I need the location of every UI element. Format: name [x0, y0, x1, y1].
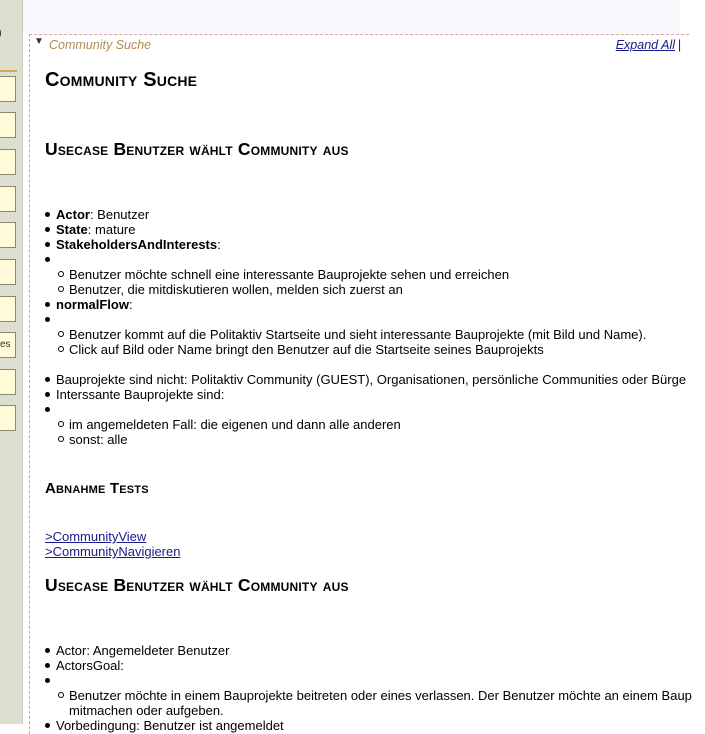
cut-off-text	[0, 27, 2, 39]
sidebar-field[interactable]	[0, 405, 16, 431]
bullet-icon	[45, 678, 50, 683]
sidebar-field[interactable]	[0, 259, 16, 285]
sidebar-field[interactable]	[0, 76, 16, 102]
panel-header	[30, 35, 681, 55]
usecase-heading: Usecase Benutzer wählt Community aus	[45, 139, 349, 159]
bullet-icon	[45, 377, 50, 382]
stakeholder-item: Benutzer, die mitdiskutieren wollen, melden sich zuerst an	[69, 282, 403, 297]
bullet-icon	[45, 212, 50, 217]
circle-bullet-icon	[58, 436, 64, 442]
bullet-icon	[45, 392, 50, 397]
tests-heading: Abnahme Tests	[45, 480, 149, 497]
expand-all-link[interactable]: Expand All	[615, 38, 675, 52]
bullet-icon	[45, 407, 50, 412]
sidebar-field[interactable]	[0, 149, 16, 175]
bullet-icon	[45, 257, 50, 262]
flow-item: Click auf Bild oder Name bringt den Benutzer auf die Startseite seines Bauprojekts	[69, 342, 544, 357]
circle-bullet-icon	[58, 271, 64, 277]
bullet-icon	[45, 648, 50, 653]
flow-item: Benutzer kommt auf die Politaktiv Startseite und sieht interessante Bauprojekte (mit Bild und Name).	[69, 327, 647, 342]
sidebar-field[interactable]	[0, 296, 16, 322]
interesting-label: Interssante Bauprojekte sind:	[56, 387, 225, 402]
goal-item: Benutzer möchte in einem Bauprojekte beitreten oder eines verlassen. Der Benutzer möchte an einem Baup	[69, 688, 692, 703]
state-label: State	[56, 222, 88, 237]
circle-bullet-icon	[58, 286, 64, 292]
bullet-icon	[45, 242, 50, 247]
goal-item-continuation: mitmachen oder aufgeben.	[69, 703, 224, 718]
collapse-triangle-icon[interactable]: ▼	[34, 36, 44, 47]
colon: :	[217, 237, 221, 252]
left-sidebar	[0, 0, 23, 724]
sidebar-field[interactable]	[0, 369, 16, 395]
stakeholder-item: Benutzer möchte schnell eine interessante Bauprojekte sehen und erreichen	[69, 267, 510, 282]
sidebar-field[interactable]	[0, 222, 16, 248]
sidebar-field[interactable]	[0, 186, 16, 212]
actor-text: Actor: Angemeldeter Benutzer	[56, 643, 230, 658]
bullet-icon	[45, 302, 50, 307]
state-value: : mature	[87, 222, 136, 237]
actor-label: Actor	[56, 207, 90, 222]
bullet-icon	[45, 723, 50, 728]
usecase-heading: Usecase Benutzer wählt Community aus	[45, 575, 349, 595]
interesting-item: im angemeldeten Fall: die eigenen und dann alle anderen	[69, 417, 401, 432]
goal-label: ActorsGoal:	[56, 658, 124, 673]
community-view-link[interactable]: >CommunityView	[45, 529, 147, 544]
content-panel	[29, 34, 692, 734]
circle-bullet-icon	[58, 692, 64, 698]
circle-bullet-icon	[58, 421, 64, 427]
panel-title: Community Suche	[49, 38, 152, 52]
community-navigieren-link[interactable]: >CommunityNavigieren	[45, 544, 181, 559]
colon: :	[128, 297, 133, 312]
stakeholders-label: StakeholdersAndInterests	[56, 237, 218, 252]
sidebar-field[interactable]: es	[0, 332, 16, 358]
circle-bullet-icon	[58, 331, 64, 337]
bullet-icon	[45, 227, 50, 232]
sidebar-field[interactable]	[0, 112, 16, 138]
bullet-icon	[45, 663, 50, 668]
link-separator: |	[677, 38, 681, 52]
interesting-item: sonst: alle	[69, 432, 128, 447]
not-projects-text: Bauprojekte sind nicht: Politaktiv Community (GUEST), Organisationen, persönliche Communities oder Bürge	[56, 372, 687, 387]
circle-bullet-icon	[58, 346, 64, 352]
top-band	[23, 0, 680, 33]
bullet-icon	[45, 317, 50, 322]
page-title: Community Suche	[45, 69, 198, 91]
flow-label: normalFlow	[56, 297, 129, 312]
precondition-text: Vorbedingung: Benutzer ist angemeldet	[56, 718, 284, 733]
actor-value: : Benutzer	[89, 207, 150, 222]
sidebar-divider	[0, 70, 17, 72]
